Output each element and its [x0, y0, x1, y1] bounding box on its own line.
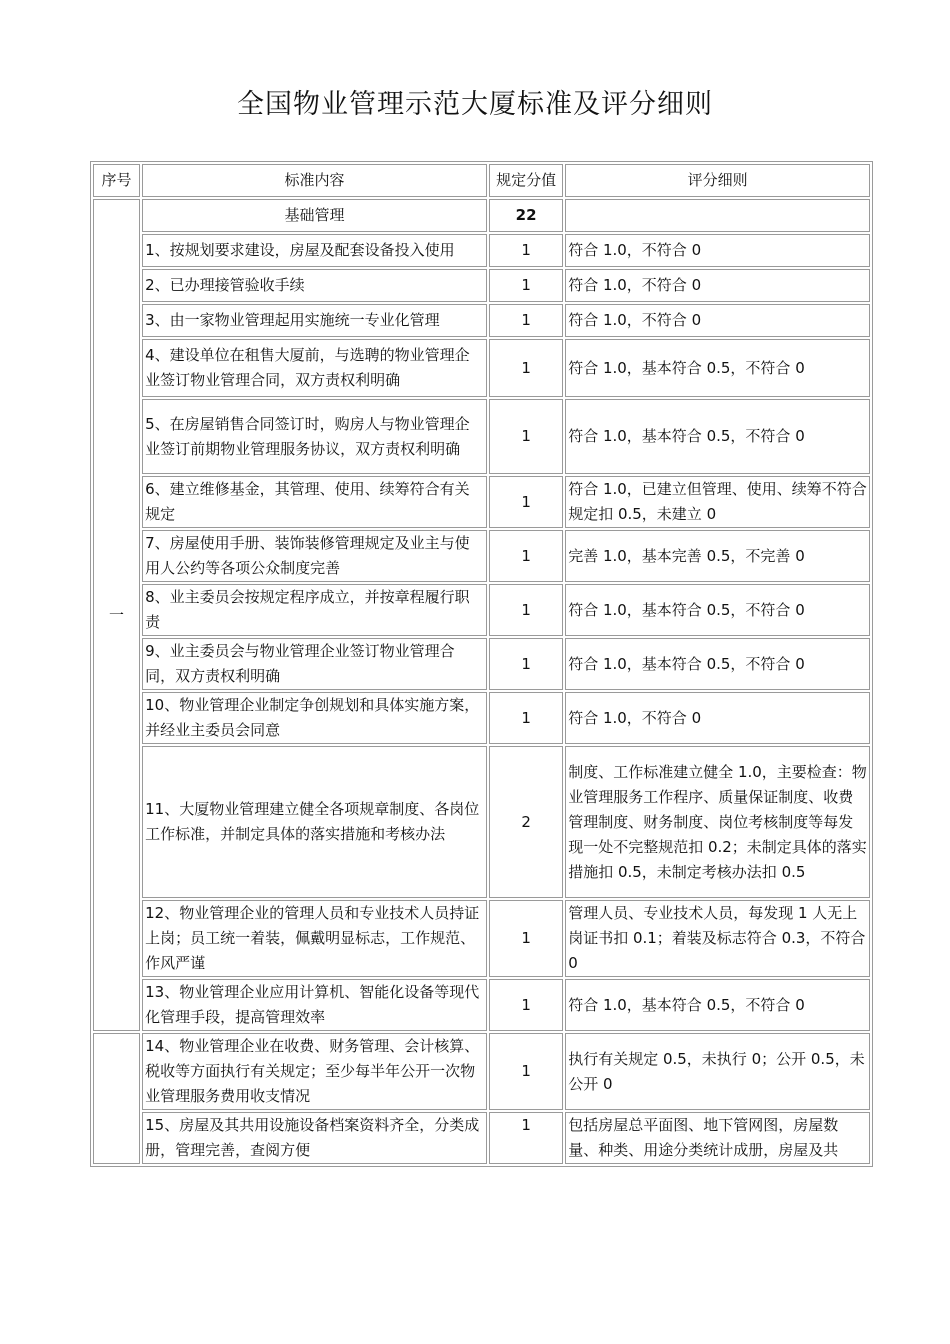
standard-score: 1: [489, 304, 563, 337]
standard-score: 1: [489, 692, 563, 744]
table-row: [93, 234, 870, 267]
standard-content: 9、业主委员会与物业管理企业签订物业管理合同，双方责权利明确: [142, 638, 487, 690]
standard-content: 7、房屋使用手册、装饰装修管理规定及业主与使用人公约等各项公众制度完善: [142, 530, 487, 582]
table-row: [93, 746, 870, 898]
scoring-rule: 符合 1.0，不符合 0: [565, 692, 870, 744]
section-number-empty: [93, 1033, 140, 1164]
standard-content: 8、业主委员会按规定程序成立，并按章程履行职责: [142, 584, 487, 636]
standard-content: 10、物业管理企业制定争创规划和具体实施方案，并经业主委员会同意: [142, 692, 487, 744]
scoring-rule: 符合 1.0，不符合 0: [565, 234, 870, 267]
standard-content: 3、由一家物业管理起用实施统一专业化管理: [142, 304, 487, 337]
header-score: 规定分值: [489, 164, 563, 197]
standard-score: 1: [489, 979, 563, 1031]
scoring-rule: 符合 1.0，不符合 0: [565, 304, 870, 337]
section-name: 基础管理: [142, 199, 487, 232]
table-row: [93, 1033, 870, 1110]
scoring-rule: 制度、工作标准建立健全 1.0，主要检查：物业管理服务工作程序、质量保证制度、收费管理制度、财务制度、岗位考核制度等每发现一处不完整规范扣 0.2；未制定具体的落实措施扣 0.5，未制定考核办法扣 0.5: [565, 746, 870, 898]
section-number: 一: [93, 199, 140, 1031]
standard-content: 13、物业管理企业应用计算机、智能化设备等现代化管理手段，提高管理效率: [142, 979, 487, 1031]
table-row: [93, 339, 870, 397]
table-row: [93, 530, 870, 582]
standard-content: 6、建立维修基金，其管理、使用、续筹符合有关规定: [142, 476, 487, 528]
standard-score: 1: [489, 234, 563, 267]
scoring-rule: 符合 1.0，基本符合 0.5，不符合 0: [565, 638, 870, 690]
table-row: [93, 584, 870, 636]
table-row: [93, 900, 870, 977]
standard-score: 1: [489, 1112, 563, 1164]
table-header-row: [93, 164, 870, 197]
scoring-rule: 包括房屋总平面图、地下管网图，房屋数量、种类、用途分类统计成册，房屋及共: [565, 1112, 870, 1164]
table-row: [93, 1112, 870, 1164]
standard-score: 2: [489, 746, 563, 898]
scoring-rule: 符合 1.0，基本符合 0.5，不符合 0: [565, 339, 870, 397]
scoring-rule: 管理人员、专业技术人员，每发现 1 人无上岗证书扣 0.1；着装及标志符合 0.3，不符合 0: [565, 900, 870, 977]
section-rule-empty: [565, 199, 870, 232]
header-content: 标准内容: [142, 164, 487, 197]
scoring-rule: 完善 1.0，基本完善 0.5，不完善 0: [565, 530, 870, 582]
standard-score: 1: [489, 584, 563, 636]
section-row: [93, 199, 870, 232]
header-rule: 评分细则: [565, 164, 870, 197]
standard-score: 1: [489, 269, 563, 302]
table-row: [93, 638, 870, 690]
standard-content: 4、建设单位在租售大厦前，与选聘的物业管理企业签订物业管理合同，双方责权利明确: [142, 339, 487, 397]
standard-score: 1: [489, 339, 563, 397]
standard-score: 1: [489, 530, 563, 582]
table-row: [93, 399, 870, 474]
scoring-rule: 符合 1.0，基本符合 0.5，不符合 0: [565, 979, 870, 1031]
standard-content: 14、物业管理企业在收费、财务管理、会计核算、税收等方面执行有关规定；至少每半年公开一次物业管理服务费用收支情况: [142, 1033, 487, 1110]
standard-content: 11、大厦物业管理建立健全各项规章制度、各岗位工作标准，并制定具体的落实措施和考核办法: [142, 746, 487, 898]
table-row: [93, 692, 870, 744]
standard-score: 1: [489, 638, 563, 690]
standard-content: 2、已办理接管验收手续: [142, 269, 487, 302]
table-row: [93, 269, 870, 302]
scoring-rule: 符合 1.0，不符合 0: [565, 269, 870, 302]
scoring-rule: 符合 1.0，基本符合 0.5，不符合 0: [565, 399, 870, 474]
standard-content: 5、在房屋销售合同签订时，购房人与物业管理企业签订前期物业管理服务协议，双方责权利明确: [142, 399, 487, 474]
standard-content: 1、按规划要求建设，房屋及配套设备投入使用: [142, 234, 487, 267]
scoring-table: [90, 161, 873, 1167]
table-row: [93, 476, 870, 528]
table-row: [93, 304, 870, 337]
standard-score: 1: [489, 399, 563, 474]
section-score: 22: [489, 199, 563, 232]
page-title: 全国物业管理示范大厦标准及评分细则: [237, 89, 713, 120]
standard-content: 15、房屋及其共用设施设备档案资料齐全，分类成册，管理完善，查阅方便: [142, 1112, 487, 1164]
header-seq: 序号: [93, 164, 140, 197]
scoring-rule: 符合 1.0，基本符合 0.5，不符合 0: [565, 584, 870, 636]
standard-score: 1: [489, 476, 563, 528]
standard-score: 1: [489, 900, 563, 977]
scoring-rule: 符合 1.0，已建立但管理、使用、续筹不符合规定扣 0.5，未建立 0: [565, 476, 870, 528]
table-row: [93, 979, 870, 1031]
scoring-rule: 执行有关规定 0.5，未执行 0；公开 0.5，未公开 0: [565, 1033, 870, 1110]
standard-score: 1: [489, 1033, 563, 1110]
standard-content: 12、物业管理企业的管理人员和专业技术人员持证上岗；员工统一着装，佩戴明显标志，工作规范、作风严谨: [142, 900, 487, 977]
